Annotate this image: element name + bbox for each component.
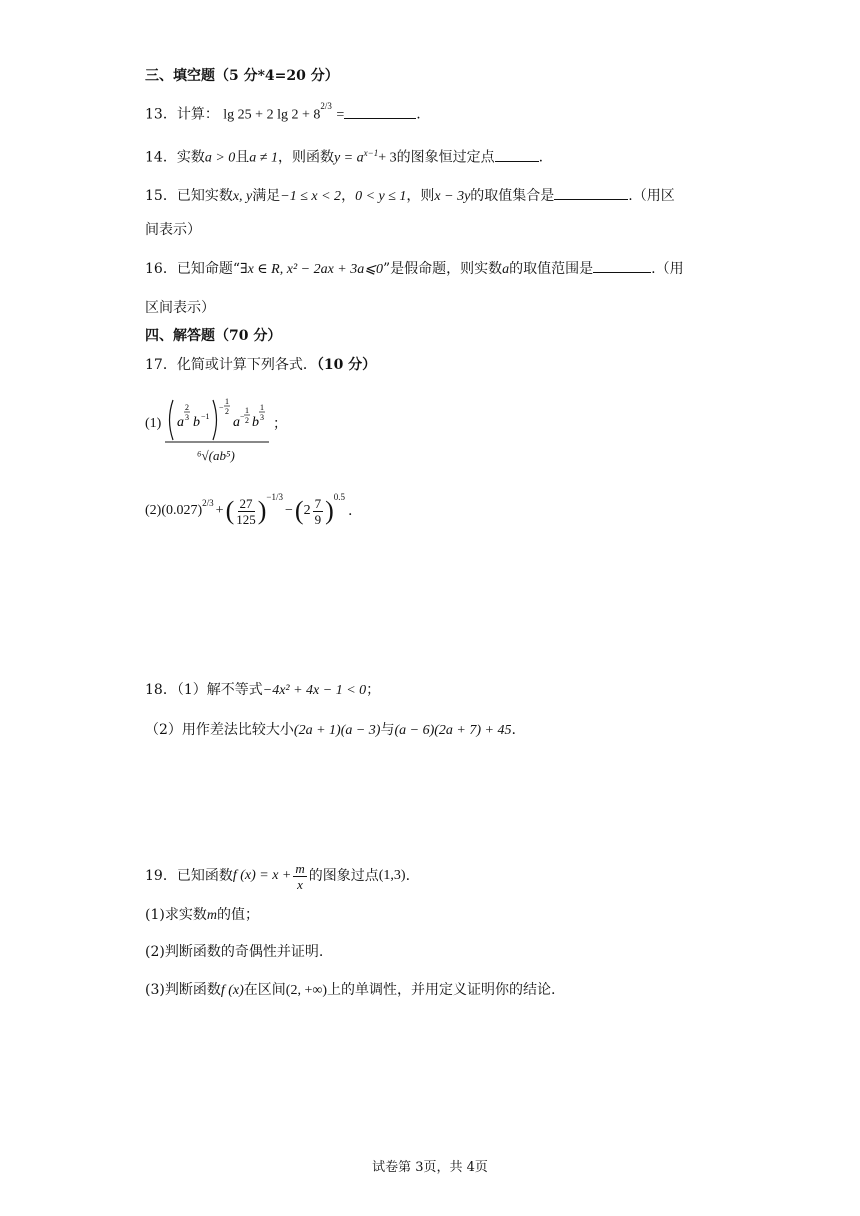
q13-number: 13． (145, 106, 177, 123)
section-4-title: 四、解答题（70 分） (145, 328, 282, 344)
q17-p2-b-den: 125 (236, 511, 256, 527)
q19-frac-num: m (295, 860, 305, 876)
q15-sep: ， (341, 188, 356, 204)
q18-p2-expr-2: (a − 6)(2a + 7) + 45 (394, 723, 512, 738)
q17-p2-lparen-1: ( (225, 496, 235, 525)
svg-text:b: b (252, 415, 259, 430)
q17-p1-label: (1) (145, 416, 162, 431)
q16-answer-blank[interactable] (593, 260, 651, 273)
q19-function: f (x) = x + (232, 868, 292, 883)
q17-score: （10 分） (316, 357, 377, 373)
q17-p2-b-exp: −1/3 (266, 492, 283, 502)
q13-equals: = (336, 107, 345, 123)
q13-answer-blank[interactable] (344, 106, 416, 119)
q17-p2-lparen-2: ( (294, 496, 304, 525)
q19-p1-end: 的值； (216, 907, 259, 923)
q19-p1-var: m (206, 908, 217, 923)
q15-number: 15． (145, 188, 177, 204)
q19-part-1 (145, 905, 259, 926)
q17-text: 化简或计算下列各式． (176, 357, 317, 373)
q17-p2-plus: + (215, 503, 224, 518)
q18-p1-text: （1）解不等式 (176, 682, 263, 698)
q17-p1-end: ； (273, 416, 287, 432)
q19-number: 19． (145, 868, 177, 884)
q17-p2-c-whole: 2 (303, 503, 311, 518)
q14-text-1: 实数 (176, 149, 205, 166)
q14-text-2: 且 (235, 149, 250, 166)
q15-text-3: ，则 (406, 188, 435, 204)
svg-text:−: − (219, 403, 224, 412)
q17-p2-rparen-1: ) (257, 496, 267, 525)
q17-number: 17． (145, 357, 177, 373)
q19-text-1: 已知函数 (176, 868, 233, 884)
q14-period: . (538, 149, 544, 166)
page-footer: 试卷第 3页，共 4页 (372, 1160, 488, 1175)
svg-text:−: − (240, 412, 245, 421)
q18-p2-text: （2）用作差法比较大小 (145, 722, 294, 738)
q17-p2-term-a-exp: 2/3 (202, 498, 214, 508)
q19-p3-interval: (2, +∞) (285, 983, 327, 998)
q15-vars: x, y (232, 189, 253, 204)
question-18-part-2 (145, 720, 516, 741)
q19-fraction (293, 861, 306, 892)
q18-number: 18． (145, 682, 177, 698)
svg-text:2: 2 (185, 403, 189, 412)
q16-text-1: 已知命题“ (176, 261, 240, 277)
svg-text:1: 1 (245, 406, 249, 415)
svg-text:1: 1 (225, 397, 229, 406)
q19-part-2: (2)判断函数的奇偶性并证明. (145, 944, 324, 960)
q19-period: . (405, 868, 411, 884)
q17-p2-c-den: 9 (314, 511, 322, 527)
svg-text:3: 3 (260, 413, 264, 422)
svg-text:a: a (177, 415, 184, 430)
q14-function-exp: x−1 (363, 148, 379, 158)
svg-text:2: 2 (225, 407, 229, 416)
q16-proposition: ∃x ∈ R, x² − 2ax + 3a⩽0 (240, 262, 383, 277)
svg-text:2: 2 (245, 416, 249, 425)
q17-p2-fraction-c (313, 496, 324, 527)
question-13 (145, 100, 421, 126)
section-3-title: 三、填空题（5 分*4=20 分） (145, 68, 339, 84)
q19-p1-text: (1)求实数 (145, 907, 207, 923)
q16-line-2: 区间表示） (145, 300, 215, 316)
q19-p3-function: f (x) (220, 983, 244, 998)
q15-text-1: 已知实数 (176, 188, 233, 204)
q17-p2-term-a: (0.027) (161, 503, 203, 518)
q17-p2-c-num: 7 (314, 495, 322, 511)
q18-p1-expr: −4x² + 4x − 1 < 0 (262, 683, 367, 698)
q17-p2-end: . (348, 503, 353, 519)
q18-p1-end: ； (366, 682, 381, 698)
question-16 (145, 259, 684, 280)
q17-p2-fraction-b (236, 496, 256, 527)
svg-text:a: a (233, 415, 240, 430)
q15-text-2: 满足 (252, 188, 281, 204)
q17-p2-label: (2) (145, 503, 162, 518)
q17-p2-rparen-2: ) (325, 496, 334, 525)
q14-number: 14． (145, 149, 177, 166)
question-18-part-1 (145, 680, 380, 701)
q19-text-2: 的图象过点 (308, 868, 379, 884)
q19-frac-den: x (297, 876, 303, 892)
q16-var: a (502, 262, 510, 277)
q15-line-2: 间表示） (145, 222, 201, 238)
svg-text:b: b (193, 415, 200, 430)
q15-cond-2: 0 < y ≤ 1 (355, 189, 407, 204)
q13-exponent: 2/3 (320, 101, 332, 111)
q14-text-4: 的图象恒过定点 (396, 149, 495, 166)
q17-part-2 (145, 486, 352, 536)
q15-expr: x − 3y (434, 189, 471, 204)
q13-expression: lg 25 + 2 lg 2 + 8 (223, 107, 321, 123)
q15-text-5: .（用区 (628, 188, 675, 204)
q14-answer-blank[interactable] (495, 149, 539, 162)
q19-p3-end: 上的单调性，并用定义证明你的结论. (326, 982, 556, 998)
q18-p2-end: . (511, 722, 516, 738)
question-15 (145, 186, 675, 207)
q16-text-2: ”是假命题，则实数 (382, 261, 503, 277)
q14-cond-2: a ≠ 1 (249, 150, 278, 166)
q15-answer-blank[interactable] (554, 187, 628, 200)
q14-cond-1: a > 0 (204, 150, 236, 166)
q15-text-4: 的取值集合是 (470, 188, 555, 204)
q14-text-3: ，则函数 (277, 149, 334, 166)
q16-number: 16． (145, 261, 177, 277)
svg-text:1: 1 (260, 403, 264, 412)
q19-p3-text-2: 在区间 (243, 982, 286, 998)
q18-p2-with: 与 (380, 722, 395, 738)
q13-period: . (416, 106, 421, 123)
question-19 (145, 856, 410, 896)
q16-text-4: .（用 (651, 261, 684, 277)
q17-p2-minus: − (285, 503, 293, 518)
q14-function-end: + 3 (378, 150, 397, 166)
q13-text: 计算： (176, 106, 219, 123)
svg-text:3: 3 (185, 413, 189, 422)
q14-function: y = a (333, 150, 364, 166)
q18-p2-expr-1: (2a + 1)(a − 3) (293, 723, 381, 738)
q17-p1-denominator: ⁶√(ab⁵) (197, 448, 235, 463)
q19-point: (1,3) (378, 868, 406, 883)
q17-p2-c-exp: 0.5 (333, 492, 345, 502)
q19-p3-text: (3)判断函数 (145, 982, 221, 998)
question-14 (145, 143, 543, 169)
q17-p2-b-num: 27 (239, 495, 253, 511)
question-17 (145, 355, 376, 375)
q15-cond-1: −1 ≤ x < 2 (280, 189, 342, 204)
q19-part-3 (145, 980, 555, 1001)
svg-text:−1: −1 (201, 412, 210, 421)
q16-text-3: 的取值范围是 (509, 261, 594, 277)
